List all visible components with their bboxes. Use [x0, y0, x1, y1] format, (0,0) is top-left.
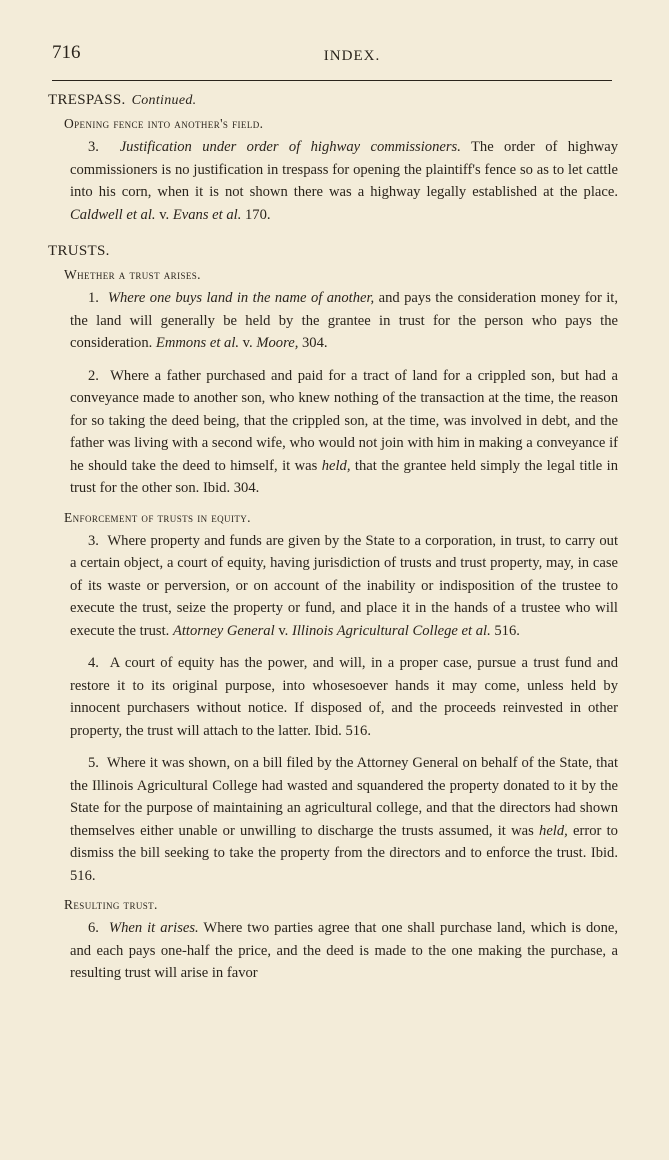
- running-head: INDEX.: [323, 48, 381, 64]
- index-entry: 3. Where property and funds are given by the State to a corporation, in trust, to carry out a certain object, a court of equity, having jurisdiction of trusts and trust property, may, in case of its waste or perversion, or on account of the inability or indisposition of the trustee to execute the trust, seize the property or fund, and place it in the hands of a trustee who will execute the trust. Attorney General v. Illinois Agricultural College et al. 516.: [70, 532, 619, 639]
- index-entry: 2. Where a father purchased and paid for a tract of land for a crippled son, but had a conveyance made to another son, who knew nothing of the transaction at the time, the reason for so taking the deed being, that the crippled son, at the time, was involved in debt, and the father was living with a second wife, who would not join with him in making a conveyance if he should take the deed to himself, it was held, that the grantee held simply the legal title in trust for the other son. Ibid. 304.: [70, 367, 619, 496]
- section-title-trespass: TRESPASS. Continued.: [48, 92, 197, 108]
- page-header: [52, 42, 612, 70]
- index-entry: 5. Where it was shown, on a bill filed by the Attorney General on behalf of the State, that the Illinois Agricultural College had wasted and squandered the property donated to it by the State for the purpose of maintaining an agricultural college, and that the directors had shown themselves either unable or unwilling to discharge the trusts assumed, it was held, error to dismiss the bill seeking to take the property from the directors and to enforce the trust. Ibid. 516.: [70, 755, 618, 884]
- subheading-opening-fence: Opening fence into another's field.: [64, 116, 264, 131]
- index-entry: 3. Justification under order of highway commissioners. The order of highway commissioners is no justification in trespass for opening the plaintiff's fence so as to let cattle into his corn, when it is not shown there was a highway legally established at the place. Caldwell et al. v. Evans et al. 170.: [70, 139, 619, 223]
- index-entry: 1. Where one buys land in the name of another, and pays the consideration money for it, the land will generally be held by the grantee in trust for the person who pays the consideration. Emmons et al. v. Moore, 304.: [70, 290, 618, 351]
- index-entry: 6. When it arises. Where two parties agree that one shall purchase land, which is done, and each pays one-half the price, and the deed is made to the one making the purchase, a resulting trust will arise in favor: [70, 920, 618, 981]
- subheading-enforcement: Enforcement of trusts in equity.: [64, 509, 251, 525]
- header-rule: [52, 80, 612, 81]
- section-title-trusts: TRUSTS.: [48, 243, 110, 259]
- subheading-whether-trust-arises: Whether a trust arises.: [64, 267, 201, 282]
- subheading-resulting-trust: Resulting trust.: [64, 897, 158, 912]
- index-entry: 4. A court of equity has the power, and will, in a proper case, pursue a trust fund and restore it to its original purpose, into whosesoever hands it may come, unless held by innocent purchasers without notice. If disposed of, and the proceeds reinvested in other property, the trust will attach to the latter. Ibid. 516.: [70, 655, 619, 739]
- page-number: 716: [52, 42, 81, 63]
- index-content: [48, 92, 618, 995]
